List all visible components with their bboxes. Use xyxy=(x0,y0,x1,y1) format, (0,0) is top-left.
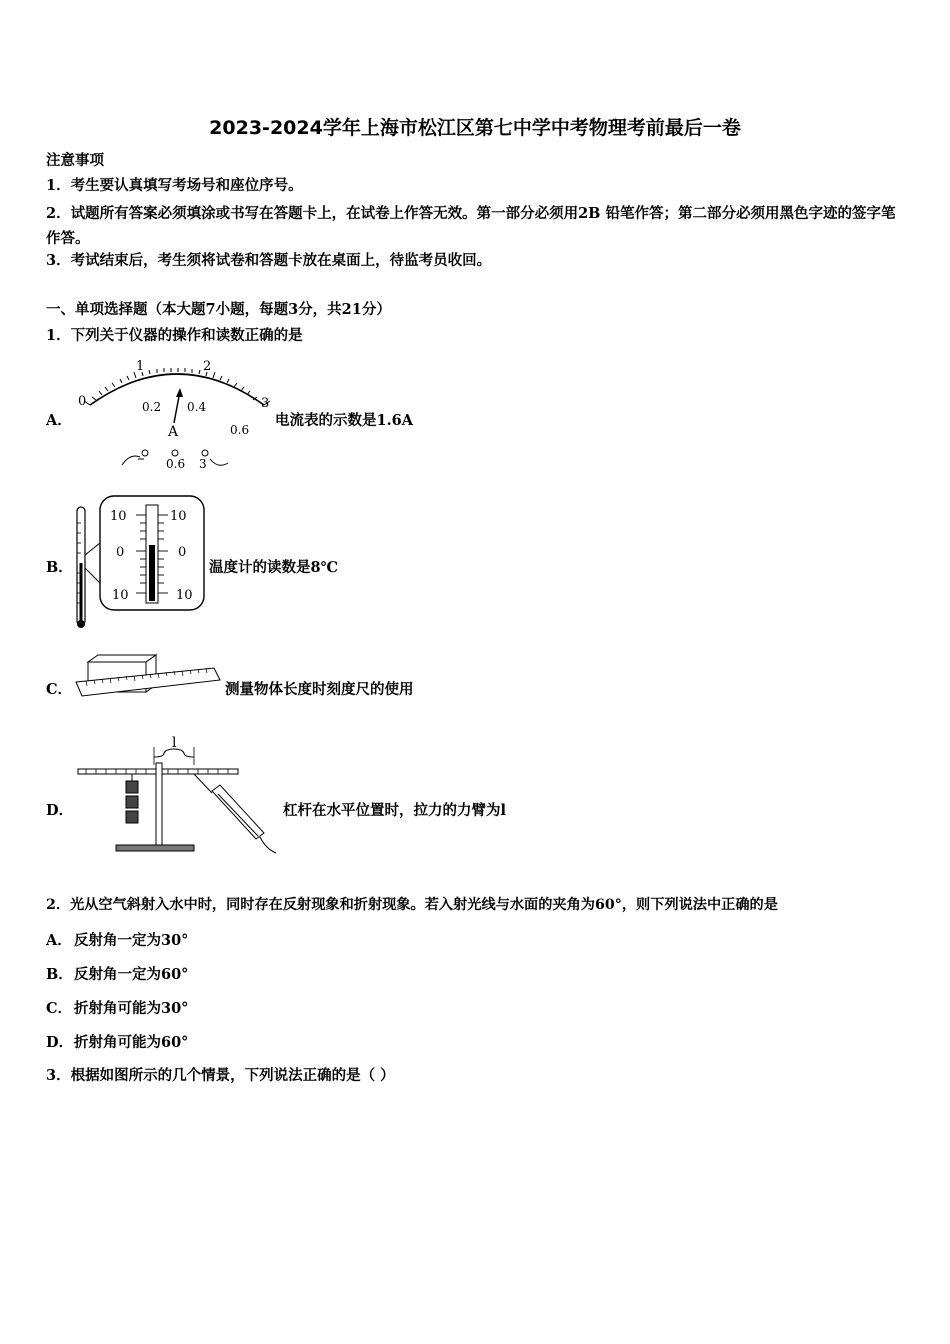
q1-option-c-text: 测量物体长度时刻度尺的使用 xyxy=(225,681,414,698)
ammeter-scale-3: 3 xyxy=(261,396,270,411)
thermo-label-top-left: 10 xyxy=(110,509,127,524)
ammeter-unit: A xyxy=(168,424,179,440)
page-title: 2023-2024学年上海市松江区第七中学中考物理考前最后一卷 xyxy=(209,117,741,139)
ammeter-scale-0: 0 xyxy=(78,394,87,409)
q2-option-a-letter: A． xyxy=(46,932,72,949)
q1-option-b-text: 温度计的读数是8℃ xyxy=(209,559,338,576)
lever-figure xyxy=(72,735,284,857)
ammeter-figure xyxy=(72,355,277,475)
question-1-stem: 1．下列关于仪器的操作和读数正确的是 xyxy=(46,327,303,344)
notice-item-2: 2．试题所有答案必须填涂或书写在答题卡上，在试卷上作答无效。第一部分必须用2B 铅笔作答；第二部分必须用黑色字迹的签字笔作答。 xyxy=(46,205,896,247)
terminal-06: 0.6 xyxy=(166,457,186,471)
ammeter-scale-04: 0.4 xyxy=(187,400,207,414)
section-heading: 一、单项选择题（本大题7小题，每题3分，共21分） xyxy=(46,301,391,318)
question-2-stem: 2．光从空气斜射入水中时，同时存在反射现象和折射现象。若入射光线与水面的夹角为60°，则下列说法中正确的是 xyxy=(46,897,778,913)
terminal-3: 3 xyxy=(199,457,207,471)
q2-option-c-text: 折射角可能为30° xyxy=(74,1000,189,1017)
notice-heading: 注意事项 xyxy=(46,152,104,169)
thermo-label-bottom-left: 10 xyxy=(112,588,129,603)
q2-option-b-text: 反射角一定为60° xyxy=(74,966,189,983)
q2-option-d-text: 折射角可能为60° xyxy=(74,1034,189,1051)
ammeter-scale-06: 0.6 xyxy=(230,423,250,437)
thermo-label-mid-left: 0 xyxy=(116,545,125,560)
q2-option-c-letter: C． xyxy=(46,1000,73,1017)
thermo-label-top-right: 10 xyxy=(170,509,187,524)
notice-item-1: 1．考生要认真填写考场号和座位序号。 xyxy=(46,177,303,194)
thermometer-figure xyxy=(72,493,208,629)
thermo-label-bottom-right: 10 xyxy=(176,588,193,603)
q1-option-d-text: 杠杆在水平位置时，拉力的力臂为l xyxy=(283,802,507,819)
q1-option-a-text: 电流表的示数是1.6A xyxy=(275,412,413,429)
notice-item-3: 3．考试结束后，考生须将试卷和答题卡放在桌面上，待监考员收回。 xyxy=(46,252,492,269)
thermo-label-mid-right: 0 xyxy=(178,545,187,560)
q2-option-b-letter: B． xyxy=(46,966,73,983)
q2-option-a-text: 反射角一定为30° xyxy=(74,932,189,949)
q1-option-c-letter: C． xyxy=(46,681,73,698)
lever-label: l xyxy=(172,735,177,751)
ammeter-scale-1: 1 xyxy=(136,359,145,374)
q1-option-a-letter: A． xyxy=(46,412,72,429)
ruler-figure xyxy=(72,652,224,700)
ammeter-scale-2: 2 xyxy=(203,359,212,374)
q1-option-d-letter: D． xyxy=(46,802,74,819)
question-3-stem: 3．根据如图所示的几个情景，下列说法正确的是（ ） xyxy=(46,1067,395,1084)
ammeter-scale-02: 0.2 xyxy=(142,400,162,414)
q2-option-d-letter: D． xyxy=(46,1034,74,1051)
q1-option-b-letter: B． xyxy=(46,559,73,576)
